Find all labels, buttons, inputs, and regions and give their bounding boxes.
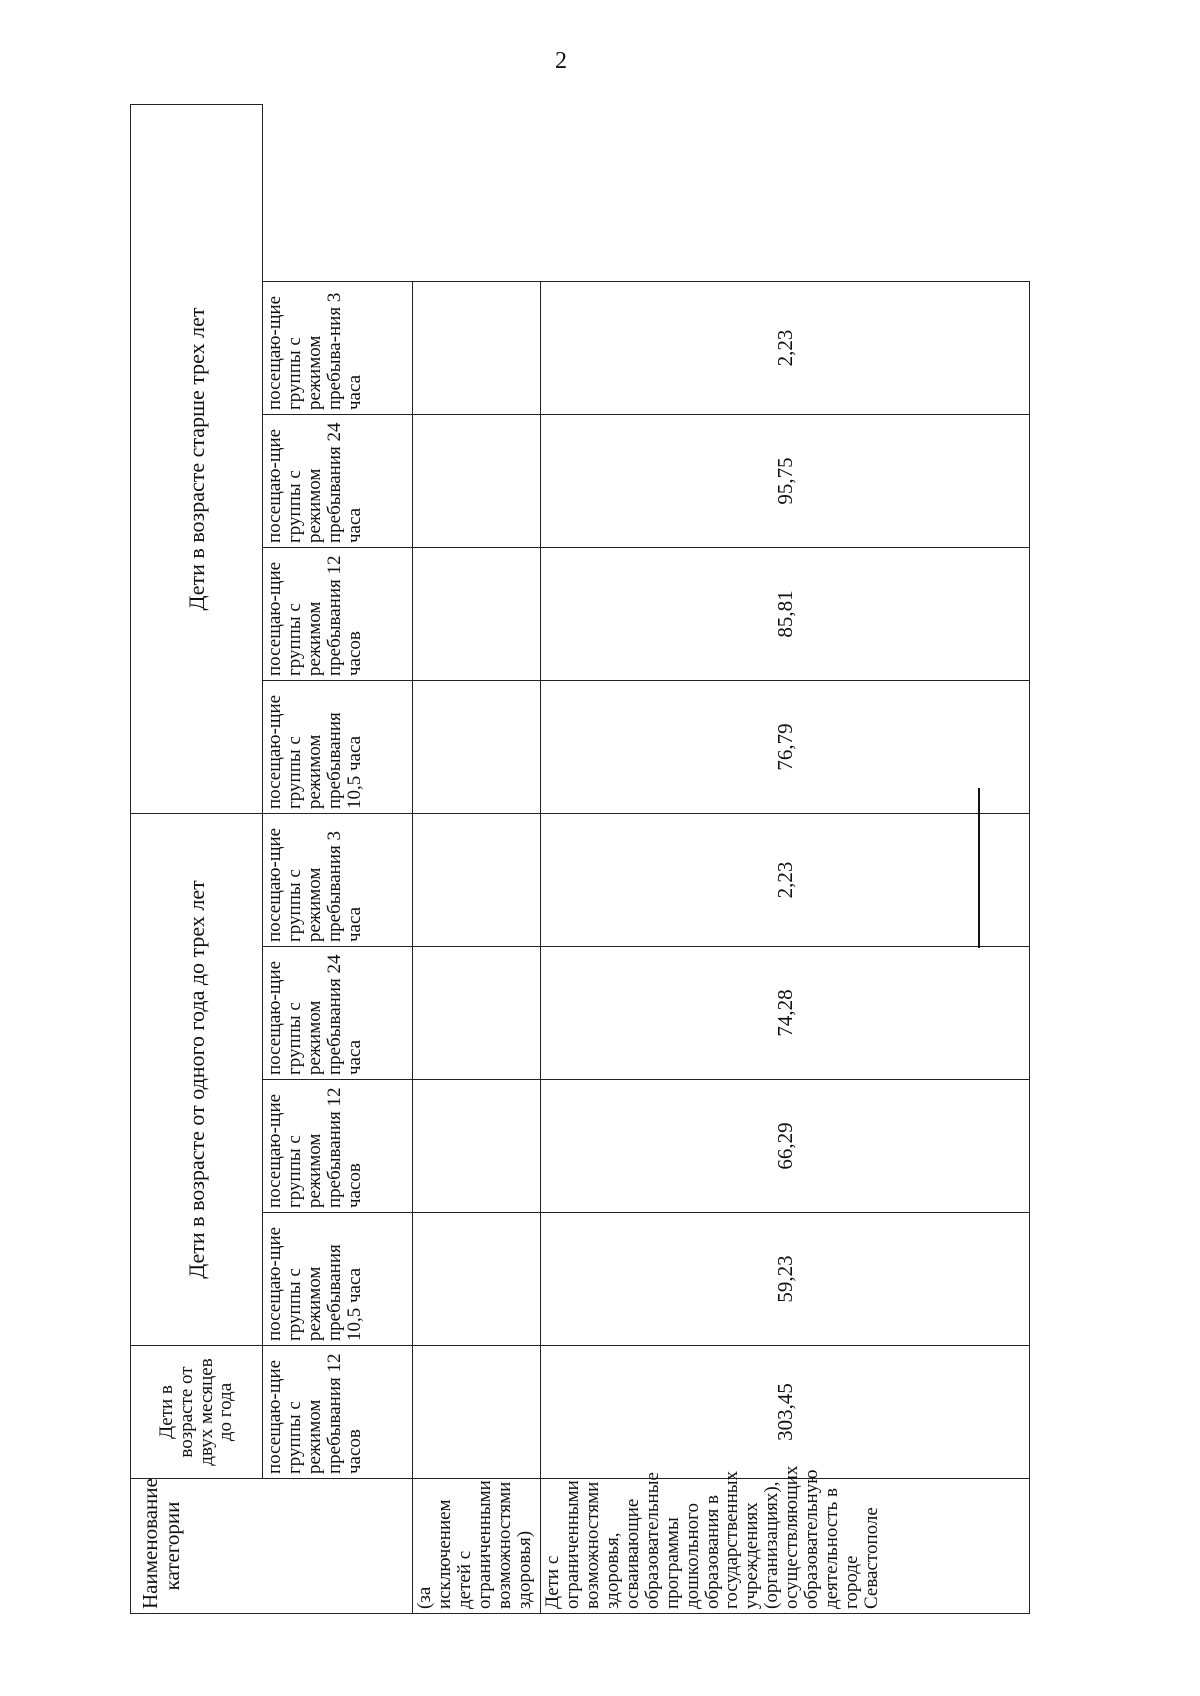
row-label: Дети с ограниченными возможностями здоровья, осваивающие образовательные программы дошкольного образования в государственных учреждениях (организациях), осуществляющих образовательную деятельность в городе Севастополе xyxy=(541,1479,1030,1614)
subheader-cell: посещаю-щие группы с режимом пребывания 10,5 часа xyxy=(263,681,413,814)
subheader-cell: посещаю-щие группы с режимом пребывания 10,5 часа xyxy=(263,1213,413,1346)
subheader-cell: посещаю-щие группы с режимом пребывания 24 часа xyxy=(263,947,413,1080)
subheader-cell: посещаю-щие группы с режимом пребывания 24 часа xyxy=(263,415,413,548)
value-cell xyxy=(413,1213,541,1346)
value-cell xyxy=(413,1080,541,1213)
row-label: (за исключением детей с ограниченными возможностями здоровья) xyxy=(413,1479,541,1614)
value-cell: 303,45 xyxy=(541,1346,1030,1479)
value-cell xyxy=(413,947,541,1080)
subheader-cell: посещаю-щие группы с режимом пребывания 12 часов xyxy=(263,1080,413,1213)
value-cell: 2,23 xyxy=(541,814,1030,947)
value-cell xyxy=(413,1346,541,1479)
header-group-infant: Дети в возрасте от двух месяцев до года xyxy=(131,1346,263,1479)
value-cell: 74,28 xyxy=(541,947,1030,1080)
value-cell xyxy=(413,282,541,415)
value-cell xyxy=(413,415,541,548)
tariff-table xyxy=(130,104,1030,1614)
rotated-table-wrapper xyxy=(130,104,1030,1614)
rotated-table xyxy=(130,104,1030,1614)
page-number: 2 xyxy=(555,48,567,74)
value-cell xyxy=(413,681,541,814)
header-group-1-3: Дети в возрасте от одного года до трех лет xyxy=(131,814,263,1346)
subheader-cell: посещаю-щие группы с режимом пребыва-ния 3 часа xyxy=(263,282,413,415)
subheader-cell: посещаю-щие группы с режимом пребывания 3 часа xyxy=(263,814,413,947)
separator-line xyxy=(978,788,980,948)
subheader-cell: посещаю-щие группы с режимом пребывания 12 часов xyxy=(263,1346,413,1479)
header-group-3plus: Дети в возрасте старше трех лет xyxy=(131,105,263,814)
subheader-cell: посещаю-щие группы с режимом пребывания 12 часов xyxy=(263,548,413,681)
value-cell: 76,79 xyxy=(541,681,1030,814)
value-cell xyxy=(413,814,541,947)
header-category: Наименование категории xyxy=(131,1479,413,1614)
value-cell: 66,29 xyxy=(541,1080,1030,1213)
value-cell xyxy=(413,548,541,681)
value-cell: 85,81 xyxy=(541,548,1030,681)
value-cell: 2,23 xyxy=(541,282,1030,415)
value-cell: 59,23 xyxy=(541,1213,1030,1346)
value-cell: 95,75 xyxy=(541,415,1030,548)
